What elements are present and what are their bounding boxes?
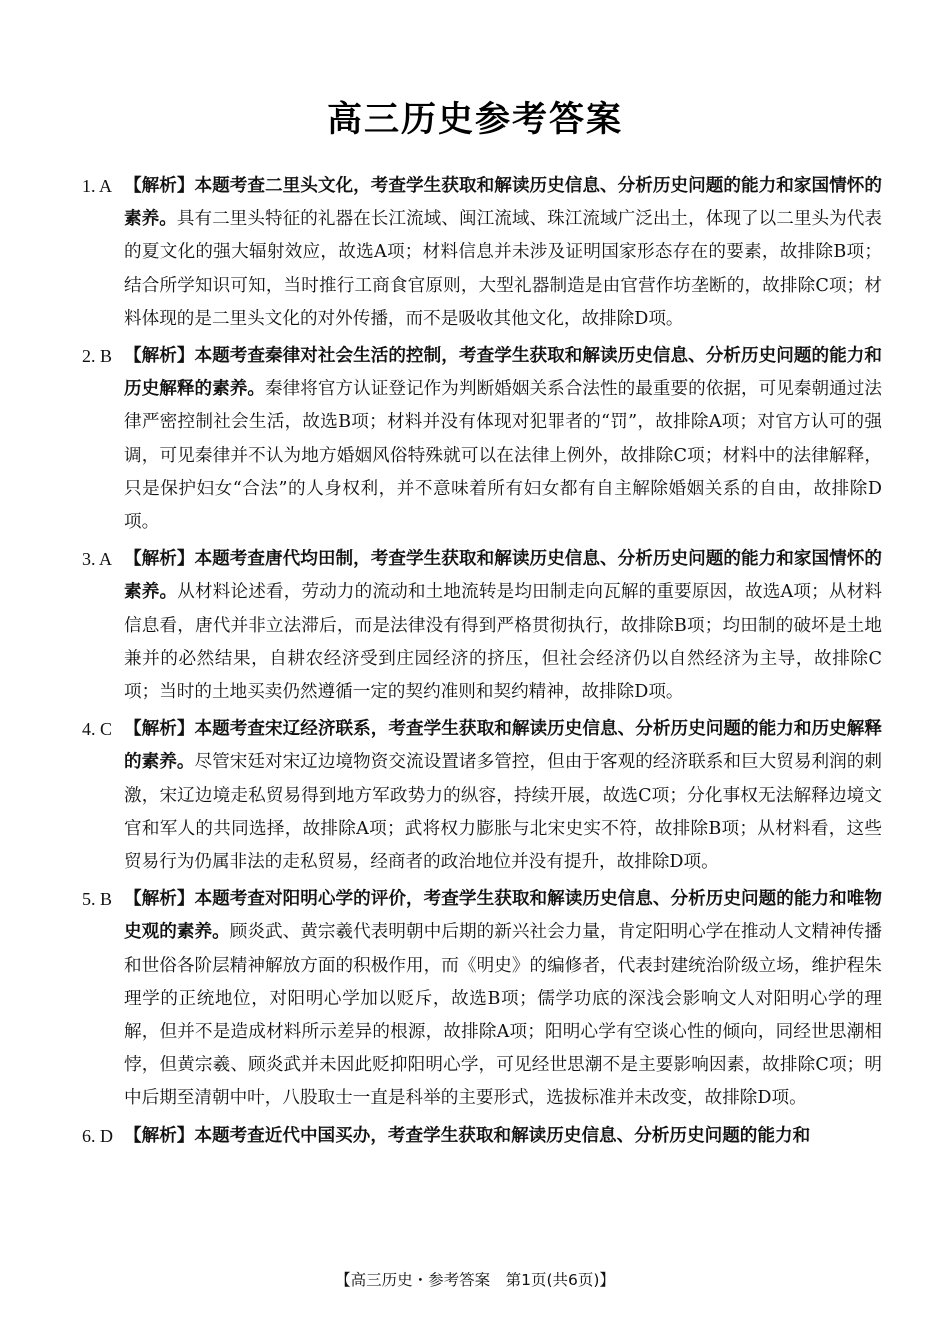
analysis-lead: 本题考查对阳明心学的评价，考查学生获取和解读历史信息、分析历史问题的能力和唯物史观的素养。 — [124, 889, 882, 943]
analysis-body: 顾炎武、黄宗羲代表明朝中后期的新兴社会力量，肯定阳明心学在推动人文精神传播和世俗各阶层精神解放方面的积极作用，而《明史》的编修者，代表封建统治阶级立场，维护程朱理学的正统地位，对阳明心学加以贬斥，故选B项；儒学功底的深浅会影响文人对阳明心学的理解，但并不是造成材料所示差异的根源，故排除A项；阳明心学有空谈心性的倾向，同经世思潮相悖，但黄宗羲、顾炎武并未因此贬抑阳明心学，可见经世思潮不是主要影响因素，故排除C项；明中后期至清朝中叶，八股取士一直是科举的主要形式，选拔标准并未改变，故排除D项。 — [124, 922, 882, 1109]
analysis-tag: 【解析】 — [124, 176, 195, 196]
answer-item-6 — [82, 1120, 882, 1153]
answer-number: 1. A — [82, 176, 113, 196]
page-title: 高三历史参考答案 — [326, 100, 623, 140]
analysis-body: 具有二里头特征的礼器在长江流域、闽江流域、珠江流域广泛出土，体现了以二里头为代表的夏文化的强大辐射效应，故选A项；材料信息并未涉及证明国家形态存在的要素，故排除B项；结合所学知识可知，当时推行工商食官原则，大型礼器制造是由官营作坊垄断的，故排除C项；材料体现的是二里头文化的对外传播，而不是吸收其他文化，故排除D项。 — [124, 209, 882, 329]
analysis-body: 从材料论述看，劳动力的流动和土地流转是均田制走向瓦解的重要原因，故选A项；从材料信息看，唐代并非立法滞后，而是法律没有得到严格贯彻执行，故排除B项；均田制的破坏是土地兼并的必然结果，自耕农经济受到庄园经济的挤压，但社会经济仍以自然经济为主导，故排除C项；当时的土地买卖仍然遵循一定的契约准则和契约精神，故排除D项。 — [124, 582, 882, 703]
answer-number: 4. C — [82, 719, 113, 740]
answer-item-2 — [82, 340, 882, 539]
analysis-lead: 本题考查唐代均田制，考查学生获取和解读历史信息、分析历史问题的能力和家国情怀的素养。 — [124, 549, 882, 603]
analysis-lead: 本题考查二里头文化，考查学生获取和解读历史信息、分析历史问题的能力和家国情怀的素养。 — [124, 176, 882, 230]
answer-item-4 — [82, 713, 882, 879]
answer-item-5 — [82, 883, 882, 1115]
analysis-lead: 本题考查秦律对社会生活的控制，考查学生获取和解读历史信息、分析历史问题的能力和历史解释的素养。 — [124, 346, 882, 400]
answer-item-3 — [82, 543, 882, 709]
analysis-body: 秦律将官方认证登记作为判断婚姻关系合法性的最重要的依据，可见秦朝通过法律严密控制社会生活，故选B项；材料并没有体现对犯罪者的“罚”，故排除A项；对官方认可的强调，可见秦律并不认为地方婚姻风俗特殊就可以在法律上例外，故排除C项；材料中的法律解释，只是保护妇女“合法”的人身权利，并不意味着所有妇女都有自主解除婚姻关系的自由，故排除D项。 — [124, 379, 882, 533]
answer-list — [82, 170, 882, 1157]
analysis-tag: 【解析】 — [124, 889, 195, 910]
page-footer: 【高三历史・参考答案 第1页(共6页)】 — [335, 1271, 615, 1289]
analysis-tag: 【解析】 — [124, 549, 195, 570]
analysis-lead: 本题考查近代中国买办，考查学生获取和解读历史信息、分析历史问题的能力和 — [194, 1125, 811, 1146]
analysis-body: 尽管宋廷对宋辽边境物资交流设置诸多管控，但由于客观的经济联系和巨大贸易利润的刺激，宋辽边境走私贸易得到地方军政势力的纵容，持续开展，故选C项；分化事权无法解释边境文官和军人的共同选择，故排除A项；武将权力膨胀与北宋史实不符，故排除B项；从材料看，这些贸易行为仍属非法的走私贸易，经商者的政治地位并没有提升，故排除D项。 — [124, 752, 882, 873]
answer-number: 5. B — [82, 889, 113, 910]
answer-item-1 — [82, 170, 882, 336]
analysis-lead: 本题考查宋辽经济联系，考查学生获取和解读历史信息、分析历史问题的能力和历史解释的素养。 — [124, 719, 882, 773]
analysis-tag: 【解析】 — [124, 346, 195, 367]
answer-number: 3. A — [82, 549, 113, 570]
analysis-tag: 【解析】 — [124, 1125, 195, 1146]
analysis-tag: 【解析】 — [124, 719, 195, 740]
answer-number: 6. D — [82, 1125, 113, 1146]
answer-number: 2. B — [82, 346, 113, 367]
